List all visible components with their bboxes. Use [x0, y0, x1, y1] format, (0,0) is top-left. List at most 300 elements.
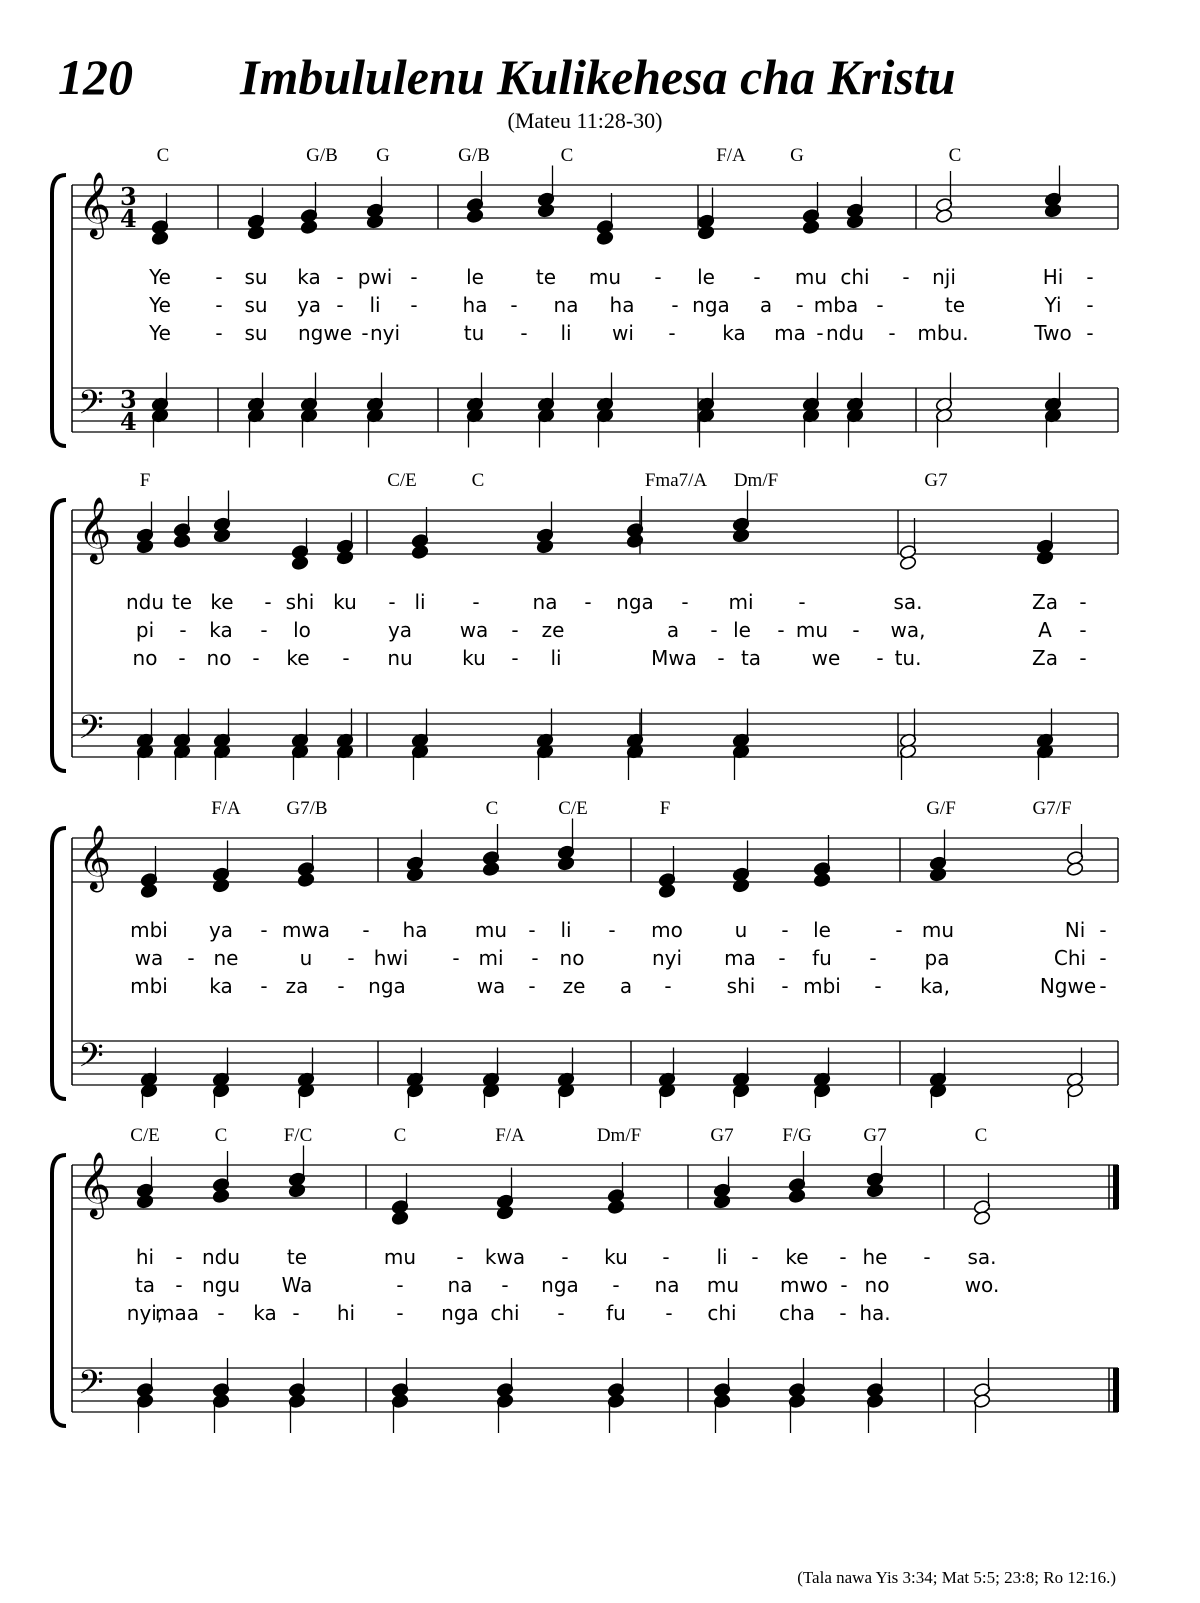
- lyric-hyphen: -: [1099, 946, 1107, 970]
- lyric-syllable: ma: [724, 946, 756, 970]
- lyric-syllable: mwo: [779, 1273, 829, 1297]
- treble-note: [788, 1188, 806, 1203]
- lyric-hyphen: -: [178, 646, 186, 670]
- chord-symbol: F/A: [211, 798, 241, 819]
- lyric-syllable: mu: [588, 265, 622, 289]
- lyric-hyphen: -: [671, 293, 679, 317]
- lyric-syllable: mbu.: [917, 321, 969, 345]
- treble-note: [536, 539, 554, 554]
- lyric-hyphen: -: [923, 1245, 931, 1269]
- lyric-hyphen: -: [1099, 974, 1107, 998]
- lyric-syllable: mu: [474, 918, 508, 942]
- lyric-syllable: le: [466, 265, 484, 289]
- chord-symbol: C/E: [130, 1125, 160, 1146]
- treble-clef-icon: 𝄞: [78, 172, 112, 237]
- lyric-syllable: tu: [463, 321, 485, 345]
- lyric-hyphen: -: [292, 1301, 300, 1325]
- treble-note: [291, 555, 309, 570]
- staff-system-1: [0, 145, 1200, 455]
- lyric-hyphen: -: [342, 646, 350, 670]
- lyric-hyphen: -: [1079, 590, 1087, 614]
- lyric-syllable: Wa: [281, 1273, 313, 1297]
- lyric-syllable: no: [206, 646, 232, 670]
- lyric-hyphen: -: [336, 265, 344, 289]
- lyric-syllable: ka: [253, 1301, 277, 1325]
- chord-symbol: Dm/F: [596, 1125, 642, 1146]
- lyric-syllable: chi: [490, 1301, 520, 1325]
- treble-note: [366, 214, 384, 229]
- lyric-syllable: li: [716, 1245, 728, 1269]
- lyric-syllable: mba: [813, 293, 859, 317]
- lyric-syllable: ndu: [125, 590, 165, 614]
- lyric-hyphen: -: [215, 321, 223, 345]
- lyric-syllable: te: [171, 590, 193, 614]
- treble-staff: [72, 1152, 1119, 1219]
- treble-note: [140, 883, 158, 898]
- lyric-hyphen: -: [217, 1301, 225, 1325]
- lyric-syllable: ka: [209, 618, 233, 642]
- chord-symbol: F: [139, 470, 151, 491]
- chord-symbol: C: [485, 798, 499, 819]
- lyric-hyphen: -: [654, 265, 662, 289]
- lyric-syllable: nu: [387, 646, 413, 670]
- lyric-syllable: he: [862, 1245, 888, 1269]
- lyric-syllable: ke: [286, 646, 310, 670]
- lyric-syllable: ta: [134, 1273, 156, 1297]
- lyric-hyphen: -: [260, 974, 268, 998]
- lyric-syllable: ha: [402, 918, 428, 942]
- bass-clef-icon: 𝄢: [78, 709, 104, 755]
- lyric-hyphen: -: [456, 1245, 464, 1269]
- lyric-syllable: mi: [728, 590, 754, 614]
- chord-symbol: C: [214, 1125, 228, 1146]
- treble-clef-icon: 𝄞: [78, 1152, 112, 1217]
- lyric-hyphen: -: [681, 590, 689, 614]
- lyric-syllable: mbi: [803, 974, 841, 998]
- lyric-syllable: Za: [1032, 590, 1058, 614]
- lyric-syllable: nji: [932, 265, 956, 289]
- lyric-syllable: ka,: [920, 974, 950, 998]
- lyric-syllable: nga: [616, 590, 654, 614]
- lyric-hyphen: -: [215, 265, 223, 289]
- time-signature-top: 3: [120, 385, 137, 414]
- lyric-hyphen: -: [662, 1245, 670, 1269]
- lyric-hyphen: -: [511, 646, 519, 670]
- system-2: [0, 470, 1200, 780]
- lyric-syllable: no: [864, 1273, 890, 1297]
- chord-symbol: F/G: [782, 1125, 812, 1146]
- chord-symbol: C: [974, 1125, 988, 1146]
- system-4: [0, 1125, 1200, 1435]
- lyric-hyphen: -: [511, 618, 519, 642]
- lyric-hyphen: -: [561, 1245, 569, 1269]
- lyric-hyphen: -: [264, 590, 272, 614]
- time-signature-bottom: 4: [120, 204, 137, 233]
- lyric-hyphen: -: [410, 293, 418, 317]
- system-bracket: [52, 175, 66, 446]
- chord-symbol: Dm/F: [733, 470, 779, 491]
- lyric-syllable: shi: [726, 974, 756, 998]
- lyric-hyphen: -: [608, 918, 616, 942]
- treble-note: [973, 1210, 991, 1225]
- lyric-hyphen: -: [179, 618, 187, 642]
- lyric-syllable: wo.: [964, 1273, 1000, 1297]
- lyric-syllable: no: [132, 646, 158, 670]
- treble-note: [466, 208, 484, 223]
- lyric-syllable: ta: [740, 646, 762, 670]
- lyric-syllable: mo: [651, 918, 683, 942]
- lyric-syllable: mu: [794, 265, 828, 289]
- lyric-syllable: su: [244, 321, 268, 345]
- lyric-syllable: chi: [707, 1301, 737, 1325]
- lyric-syllable: li: [369, 293, 381, 317]
- chord-symbol: G7: [924, 470, 948, 491]
- chord-symbol: Fma7/A: [644, 470, 708, 491]
- treble-note: [697, 225, 715, 240]
- system-bracket: [52, 500, 66, 771]
- lyric-hyphen: -: [362, 918, 370, 942]
- lyric-hyphen: -: [902, 265, 910, 289]
- staff-system-3: [0, 798, 1200, 1108]
- hymn-number: 120: [58, 49, 133, 105]
- treble-note: [212, 878, 230, 893]
- treble-note: [212, 1188, 230, 1203]
- lyric-hyphen: -: [839, 1301, 847, 1325]
- lyric-syllable: li: [550, 646, 562, 670]
- lyric-syllable: pa: [924, 946, 950, 970]
- lyric-syllable: ka: [297, 265, 321, 289]
- lyric-syllable: ya: [387, 618, 413, 642]
- lyric-hyphen: -: [1086, 321, 1094, 345]
- lyric-syllable: ndu: [825, 321, 865, 345]
- lyric-hyphen: -: [410, 265, 418, 289]
- chord-symbol: C: [156, 145, 170, 166]
- lyric-syllable: wa: [476, 974, 506, 998]
- lyric-syllable: A: [1038, 618, 1052, 642]
- chord-symbol: G: [376, 145, 390, 166]
- lyric-syllable: Ni: [1064, 918, 1086, 942]
- lyric-syllable: a: [619, 974, 633, 998]
- treble-note: [713, 1194, 731, 1209]
- lyric-hyphen: -: [347, 946, 355, 970]
- lyric-syllable: pi: [135, 618, 155, 642]
- treble-note: [391, 1210, 409, 1225]
- lyric-syllable: Mwa: [651, 646, 697, 670]
- treble-note: [1044, 203, 1062, 218]
- treble-note: [482, 861, 500, 876]
- treble-note: [537, 203, 555, 218]
- treble-clef-icon: 𝄞: [78, 497, 112, 562]
- lyric-hyphen: -: [260, 918, 268, 942]
- lyric-syllable: li: [414, 590, 426, 614]
- lyric-hyphen: -: [751, 1245, 759, 1269]
- lyric-syllable: le: [697, 265, 715, 289]
- lyric-syllable: ngu: [201, 1273, 241, 1297]
- chord-symbol: C/E: [558, 798, 588, 819]
- chord-symbol: G7: [710, 1125, 734, 1146]
- lyric-syllable: Yi: [1044, 293, 1062, 317]
- chord-symbol: C: [560, 145, 574, 166]
- lyric-syllable: a: [759, 293, 773, 317]
- lyric-syllable: mu: [706, 1273, 740, 1297]
- lyric-syllable: li: [560, 321, 572, 345]
- lyric-syllable: shi: [285, 590, 315, 614]
- lyric-hyphen: -: [584, 590, 592, 614]
- lyric-syllable: nyi: [369, 321, 401, 345]
- lyric-syllable: le: [733, 618, 751, 642]
- lyric-hyphen: -: [520, 321, 528, 345]
- lyric-syllable: te: [286, 1245, 308, 1269]
- lyric-syllable: te: [944, 293, 966, 317]
- lyric-hyphen: -: [664, 974, 672, 998]
- system-3: [0, 798, 1200, 1108]
- lyric-syllable: nga: [441, 1301, 479, 1325]
- treble-note: [213, 528, 231, 543]
- treble-note: [1066, 861, 1084, 876]
- chord-symbol: G/F: [926, 798, 956, 819]
- treble-note: [626, 533, 644, 548]
- lyric-hyphen: -: [777, 618, 785, 642]
- lyric-hyphen: -: [252, 646, 260, 670]
- lyric-syllable: mi: [478, 946, 504, 970]
- lyric-syllable: Ye: [149, 321, 171, 345]
- lyric-syllable: sa.: [893, 590, 923, 614]
- treble-note: [496, 1205, 514, 1220]
- lyric-hyphen: -: [175, 1273, 183, 1297]
- treble-clef-icon: 𝄞: [78, 825, 112, 890]
- treble-note: [929, 867, 947, 882]
- lyric-syllable: nga: [692, 293, 730, 317]
- lyric-syllable: cha: [779, 1301, 815, 1325]
- lyric-syllable: ke: [785, 1245, 809, 1269]
- lyric-syllable: hi: [336, 1301, 356, 1325]
- lyric-syllable: su: [244, 265, 268, 289]
- lyric-hyphen: -: [665, 1301, 673, 1325]
- lyric-hyphen: -: [1079, 618, 1087, 642]
- lyric-hyphen: -: [1086, 293, 1094, 317]
- lyric-hyphen: -: [175, 1245, 183, 1269]
- lyric-syllable: chi: [840, 265, 870, 289]
- lyric-syllable: ke: [210, 590, 234, 614]
- chord-symbol: C: [948, 145, 962, 166]
- lyric-syllable: fu: [606, 1301, 626, 1325]
- chord-symbol: G7/B: [286, 798, 328, 819]
- lyric-syllable: Ngwe: [1039, 974, 1097, 998]
- lyric-hyphen: -: [260, 618, 268, 642]
- chord-symbol: C/E: [387, 470, 417, 491]
- treble-note: [247, 225, 265, 240]
- lyric-syllable: ze: [562, 974, 586, 998]
- lyric-syllable: na: [532, 590, 558, 614]
- time-signature-bottom: 4: [120, 407, 137, 436]
- lyric-syllable: pwi: [357, 265, 393, 289]
- lyric-hyphen: -: [796, 293, 804, 317]
- final-barline: [1113, 1165, 1119, 1209]
- lyric-hyphen: -: [361, 321, 369, 345]
- chord-symbol: C: [393, 1125, 407, 1146]
- lyric-syllable: ka: [209, 974, 233, 998]
- lyric-hyphen: -: [874, 974, 882, 998]
- treble-note: [557, 856, 575, 871]
- treble-note: [297, 872, 315, 887]
- lyric-syllable: le: [813, 918, 831, 942]
- lyric-hyphen: -: [336, 293, 344, 317]
- lyric-syllable: li: [560, 918, 572, 942]
- lyric-hyphen: -: [888, 321, 896, 345]
- lyric-hyphen: -: [337, 974, 345, 998]
- lyric-syllable: no: [559, 946, 585, 970]
- treble-note: [846, 214, 864, 229]
- lyric-hyphen: -: [1086, 265, 1094, 289]
- lyric-syllable: we: [811, 646, 841, 670]
- chord-symbol: G/B: [458, 145, 490, 166]
- lyric-syllable: ze: [541, 618, 565, 642]
- chord-symbol: G7/F: [1032, 798, 1072, 819]
- scripture-reference: (Mateu 11:28-30): [507, 108, 663, 133]
- lyric-hyphen: -: [215, 293, 223, 317]
- lyric-syllable: ma: [774, 321, 806, 345]
- lyric-syllable: mu: [383, 1245, 417, 1269]
- system-bracket: [52, 828, 66, 1099]
- lyric-hyphen: -: [531, 946, 539, 970]
- lyric-hyphen: -: [876, 293, 884, 317]
- bass-clef-icon: 𝄢: [78, 1364, 104, 1410]
- lyric-hyphen: -: [1079, 646, 1087, 670]
- lyric-syllable: Hi: [1042, 265, 1064, 289]
- lyric-syllable: ngwe: [297, 321, 353, 345]
- lyric-hyphen: -: [396, 1273, 404, 1297]
- lyric-syllable: hi: [135, 1245, 155, 1269]
- lyric-hyphen: -: [869, 946, 877, 970]
- lyric-syllable: ya: [208, 918, 234, 942]
- treble-note: [813, 872, 831, 887]
- chord-symbol: F/A: [495, 1125, 525, 1146]
- chord-symbol: F/A: [716, 145, 746, 166]
- lyric-syllable: ha: [462, 293, 488, 317]
- lyric-syllable: kwa: [484, 1245, 526, 1269]
- lyric-hyphen: -: [816, 321, 824, 345]
- treble-note: [935, 208, 953, 223]
- lyric-syllable: ha.: [859, 1301, 891, 1325]
- treble-staff: [72, 825, 1118, 892]
- lyric-syllable: ha: [609, 293, 635, 317]
- lyric-syllable: ku: [462, 646, 486, 670]
- system-bracket: [52, 1155, 66, 1426]
- lyric-syllable: u: [734, 918, 748, 942]
- lyric-hyphen: -: [798, 590, 806, 614]
- final-barline: [1113, 1368, 1119, 1412]
- treble-note: [1036, 550, 1054, 565]
- treble-note: [607, 1199, 625, 1214]
- time-signature-top: 3: [120, 182, 137, 211]
- chord-symbol: F/C: [283, 1125, 313, 1146]
- lyric-syllable: za: [285, 974, 309, 998]
- lyric-syllable: Za: [1032, 646, 1058, 670]
- lyric-syllable: mbi: [130, 918, 168, 942]
- bass-clef-icon: 𝄢: [78, 1037, 104, 1083]
- lyric-syllable: mbi: [130, 974, 168, 998]
- treble-note: [288, 1183, 306, 1198]
- lyric-hyphen: -: [187, 946, 195, 970]
- lyric-syllable: Ye: [149, 265, 171, 289]
- treble-note: [173, 533, 191, 548]
- lyric-syllable: hwi: [373, 946, 409, 970]
- treble-note: [596, 230, 614, 245]
- lyric-syllable: nga: [368, 974, 406, 998]
- lyric-hyphen: -: [753, 265, 761, 289]
- lyric-syllable: wa: [134, 946, 164, 970]
- bass-clef-icon: 𝄢: [78, 384, 104, 430]
- lyric-hyphen: -: [895, 918, 903, 942]
- lyric-syllable: mu: [921, 918, 955, 942]
- lyric-syllable: u: [299, 946, 313, 970]
- lyric-syllable: Ye: [149, 293, 171, 317]
- lyric-hyphen: -: [452, 946, 460, 970]
- treble-note: [866, 1183, 884, 1198]
- lyric-hyphen: -: [510, 293, 518, 317]
- lyric-hyphen: -: [388, 590, 396, 614]
- lyric-hyphen: -: [501, 1273, 509, 1297]
- lyric-syllable: tu.: [894, 646, 922, 670]
- lyric-syllable: sa.: [967, 1245, 997, 1269]
- lyric-syllable: lo: [293, 618, 311, 642]
- chord-symbol: G: [790, 145, 804, 166]
- treble-note: [151, 230, 169, 245]
- lyric-hyphen: -: [528, 918, 536, 942]
- lyric-syllable: nyi,: [126, 1301, 164, 1325]
- lyric-syllable: Chi: [1053, 946, 1087, 970]
- footer-references: (Tala nawa Yis 3:34; Mat 5:5; 23:8; Ro 12:16.): [797, 1568, 1116, 1587]
- lyric-hyphen: -: [781, 974, 789, 998]
- chord-symbol: C: [471, 470, 485, 491]
- lyric-syllable: ya: [296, 293, 322, 317]
- lyric-hyphen: -: [528, 974, 536, 998]
- lyric-syllable: ku: [604, 1245, 628, 1269]
- lyric-syllable: nyi: [651, 946, 683, 970]
- bass-staff: [72, 384, 1118, 436]
- lyric-syllable: ka: [722, 321, 746, 345]
- lyric-syllable: na: [654, 1273, 680, 1297]
- lyric-hyphen: -: [710, 618, 718, 642]
- lyric-hyphen: -: [852, 618, 860, 642]
- treble-note: [802, 219, 820, 234]
- lyric-syllable: na: [447, 1273, 473, 1297]
- lyric-syllable: ndu: [201, 1245, 241, 1269]
- treble-note: [732, 528, 750, 543]
- lyric-syllable: te: [535, 265, 557, 289]
- chord-symbol: F: [659, 798, 671, 819]
- lyric-syllable: mu: [795, 618, 829, 642]
- lyric-hyphen: -: [781, 918, 789, 942]
- lyric-syllable: mwa: [281, 918, 331, 942]
- lyric-hyphen: -: [1099, 918, 1107, 942]
- lyric-syllable: a: [666, 618, 680, 642]
- chord-symbol: G7: [863, 1125, 887, 1146]
- treble-note: [732, 878, 750, 893]
- lyric-hyphen: -: [396, 1301, 404, 1325]
- lyric-hyphen: -: [839, 1245, 847, 1269]
- lyric-hyphen: -: [717, 646, 725, 670]
- chord-symbol: G/B: [306, 145, 338, 166]
- treble-note: [406, 867, 424, 882]
- lyric-syllable: fu: [812, 946, 832, 970]
- lyric-syllable: ne: [213, 946, 239, 970]
- treble-note: [300, 219, 318, 234]
- treble-note: [411, 544, 429, 559]
- lyric-hyphen: -: [840, 1273, 848, 1297]
- lyric-syllable: ku: [333, 590, 357, 614]
- treble-note: [136, 539, 154, 554]
